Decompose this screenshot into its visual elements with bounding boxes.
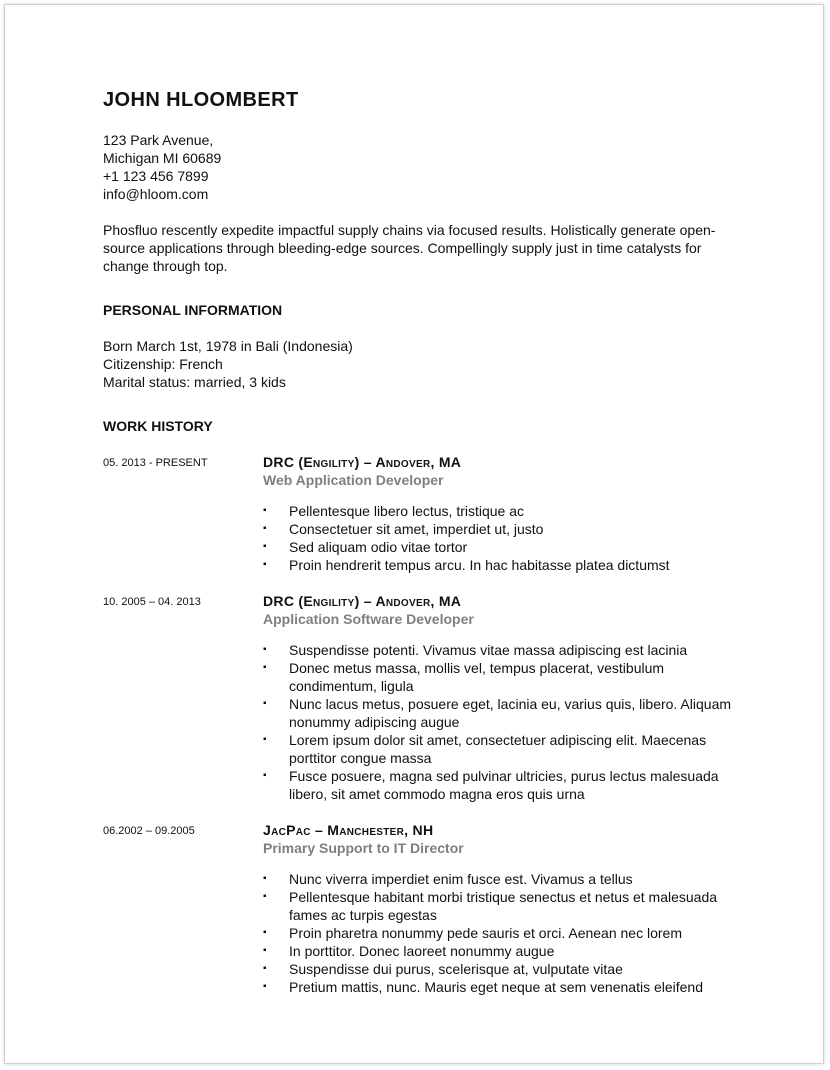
personal-info-heading: PERSONAL INFORMATION bbox=[103, 302, 283, 318]
resume-content bbox=[103, 87, 743, 996]
bullet-icon: ▪ bbox=[263, 644, 267, 655]
bullet-icon: ▪ bbox=[263, 770, 267, 781]
job-duty-item bbox=[263, 520, 743, 538]
summary-paragraph: Phosfluo rescently expedite impactful supply chains via focused results. Holistically generate open-source applications through bleeding-edge sources. Compellingly supply just in time catalysts for change through top. bbox=[103, 222, 716, 274]
job-details bbox=[263, 592, 743, 803]
job-entry bbox=[103, 592, 743, 803]
bullet-icon: ▪ bbox=[263, 963, 267, 974]
job-duty-item bbox=[263, 870, 743, 888]
job-duty-item bbox=[263, 695, 743, 731]
job-duty-item bbox=[263, 942, 743, 960]
contact-block bbox=[103, 131, 743, 203]
job-role: Primary Support to IT Director bbox=[263, 840, 464, 856]
job-dates: 05. 2013 - PRESENT bbox=[103, 457, 208, 469]
job-duty-text: Donec metus massa, mollis vel, tempus placerat, vestibulum condimentum, ligula bbox=[289, 660, 665, 694]
bullet-icon: ▪ bbox=[263, 734, 267, 745]
job-duty-item bbox=[263, 767, 743, 803]
bullet-icon: ▪ bbox=[263, 981, 267, 992]
job-role: Application Software Developer bbox=[263, 611, 474, 627]
bullet-icon: ▪ bbox=[263, 891, 267, 902]
job-employer: DRC (Engility) – Andover, MA bbox=[263, 593, 462, 609]
job-entry bbox=[103, 453, 743, 574]
job-duty-text: Suspendisse potenti. Vivamus vitae massa adipiscing est lacinia bbox=[289, 642, 688, 658]
job-entry bbox=[103, 821, 743, 996]
job-duty-text: Nunc viverra imperdiet enim fusce est. Vivamus a tellus bbox=[289, 871, 633, 887]
job-duty-item bbox=[263, 659, 743, 695]
job-duty-item bbox=[263, 502, 743, 520]
job-duty-text: Proin pharetra nonummy pede sauris et orci. Aenean nec lorem bbox=[289, 925, 682, 941]
job-duty-item bbox=[263, 731, 743, 767]
candidate-name: JOHN HLOOMBERT bbox=[103, 89, 299, 111]
bullet-icon: ▪ bbox=[263, 559, 267, 570]
bullet-icon: ▪ bbox=[263, 945, 267, 956]
work-history-list bbox=[103, 453, 743, 996]
job-duty-item bbox=[263, 978, 743, 996]
job-duties-list bbox=[263, 870, 743, 996]
job-duty-text: Proin hendrerit tempus arcu. In hac habitasse platea dictumst bbox=[289, 557, 670, 573]
job-duty-item bbox=[263, 924, 743, 942]
job-employer: DRC (Engility) – Andover, MA bbox=[263, 454, 462, 470]
work-history-heading: WORK HISTORY bbox=[103, 418, 213, 434]
address-line-1: 123 Park Avenue, bbox=[103, 132, 214, 148]
job-duty-text: In porttitor. Donec laoreet nonummy augue bbox=[289, 943, 555, 959]
phone-number: +1 123 456 7899 bbox=[103, 168, 209, 184]
job-duty-text: Fusce posuere, magna sed pulvinar ultricies, purus lectus malesuada libero, sit amet commodo magna eros quis urna bbox=[289, 768, 719, 802]
job-employer: JacPac – Manchester, NH bbox=[263, 822, 434, 838]
bullet-icon: ▪ bbox=[263, 698, 267, 709]
bullet-icon: ▪ bbox=[263, 873, 267, 884]
job-duty-item bbox=[263, 960, 743, 978]
job-duty-text: Pellentesque habitant morbi tristique senectus et netus et malesuada fames ac turpis egestas bbox=[289, 889, 718, 923]
bullet-icon: ▪ bbox=[263, 662, 267, 673]
job-duty-text: Nunc lacus metus, posuere eget, lacinia eu, varius quis, libero. Aliquam nonummy adipiscing augue bbox=[289, 696, 732, 730]
job-duty-text: Pretium mattis, nunc. Mauris eget neque at sem venenatis eleifend bbox=[289, 979, 703, 995]
personal-info-block bbox=[103, 337, 743, 391]
bullet-icon: ▪ bbox=[263, 927, 267, 938]
job-details bbox=[263, 821, 743, 996]
birth-info: Born March 1st, 1978 in Bali (Indonesia) bbox=[103, 338, 353, 354]
job-role: Web Application Developer bbox=[263, 472, 444, 488]
resume-page bbox=[4, 4, 824, 1064]
bullet-icon: ▪ bbox=[263, 541, 267, 552]
marital-status-info: Marital status: married, 3 kids bbox=[103, 374, 286, 390]
job-duties-list bbox=[263, 502, 743, 574]
job-duty-item bbox=[263, 888, 743, 924]
job-duty-text: Sed aliquam odio vitae tortor bbox=[289, 539, 468, 555]
job-duty-text: Suspendisse dui purus, scelerisque at, vulputate vitae bbox=[289, 961, 623, 977]
job-duty-item bbox=[263, 641, 743, 659]
job-duty-text: Consectetuer sit amet, imperdiet ut, justo bbox=[289, 521, 544, 537]
job-dates: 10. 2005 – 04. 2013 bbox=[103, 596, 201, 608]
job-duty-item bbox=[263, 556, 743, 574]
address-line-2: Michigan MI 60689 bbox=[103, 150, 222, 166]
bullet-icon: ▪ bbox=[263, 523, 267, 534]
email-address: info@hloom.com bbox=[103, 186, 209, 202]
job-duty-text: Lorem ipsum dolor sit amet, consectetuer adipiscing elit. Maecenas porttitor congue massa bbox=[289, 732, 707, 766]
bullet-icon: ▪ bbox=[263, 505, 267, 516]
job-details bbox=[263, 453, 743, 574]
job-dates: 06.2002 – 09.2005 bbox=[103, 825, 195, 837]
citizenship-info: Citizenship: French bbox=[103, 356, 223, 372]
job-duties-list bbox=[263, 641, 743, 803]
job-duty-text: Pellentesque libero lectus, tristique ac bbox=[289, 503, 525, 519]
job-duty-item bbox=[263, 538, 743, 556]
